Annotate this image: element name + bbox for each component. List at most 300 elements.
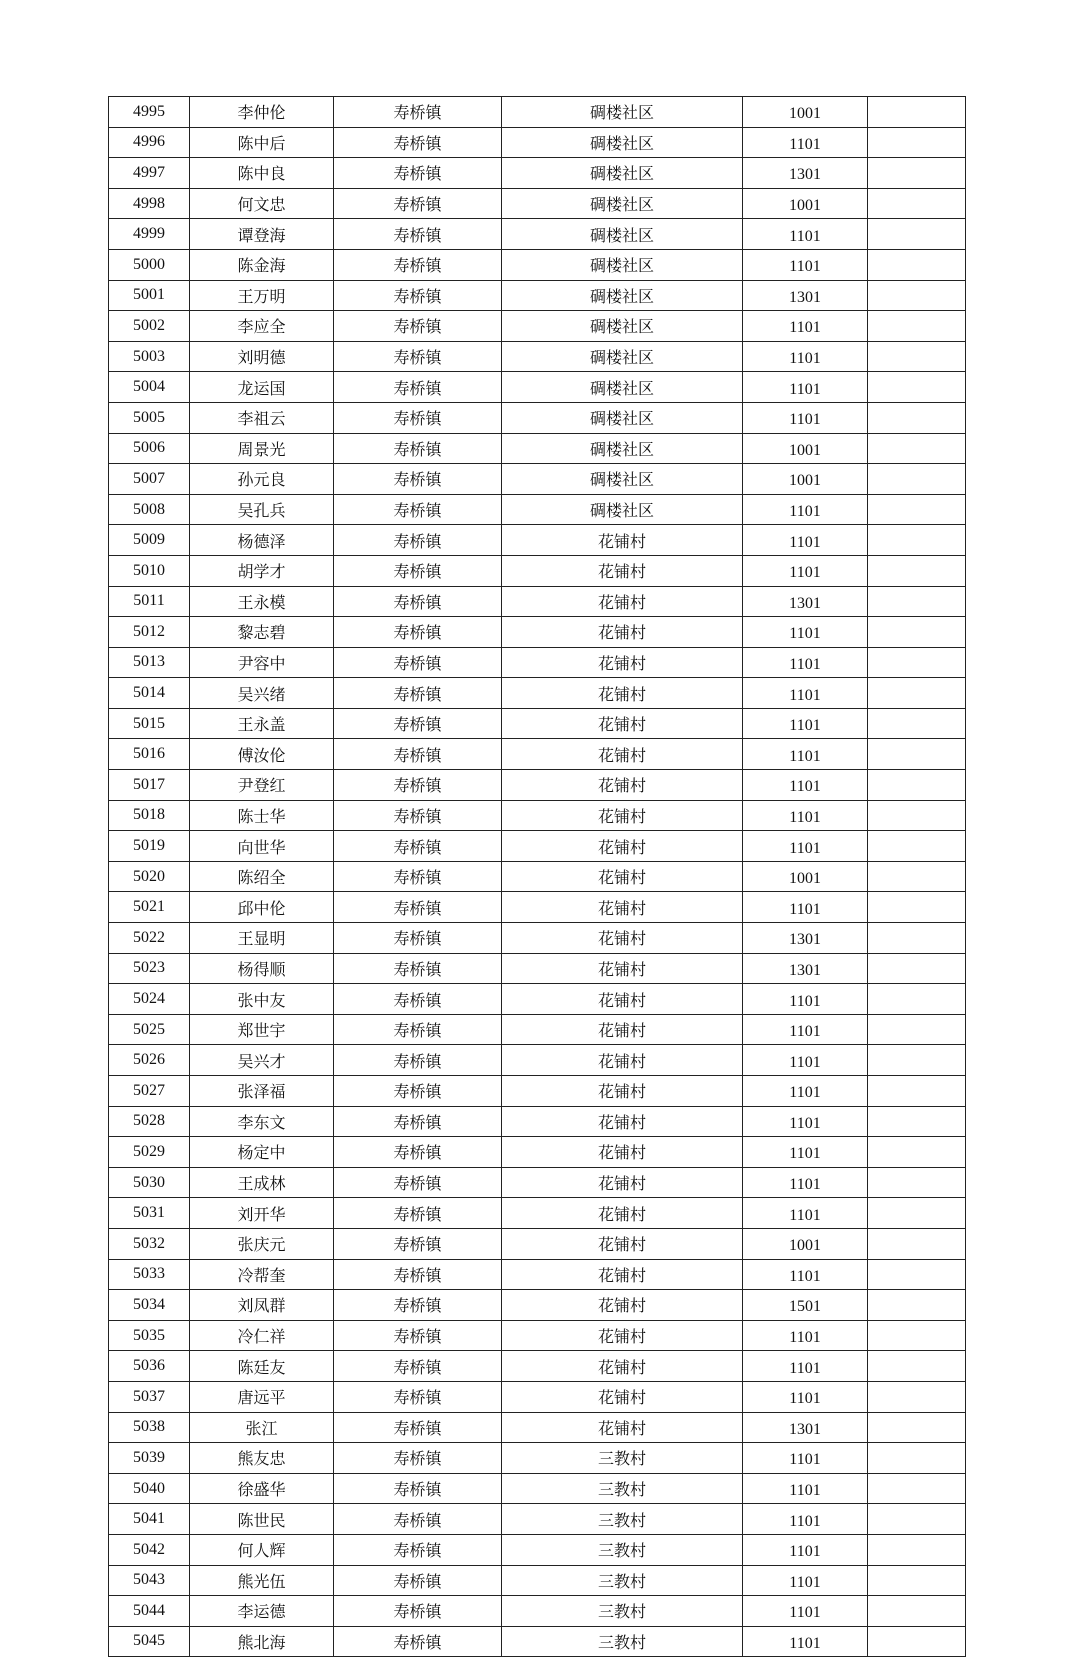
cell-remark [868,1473,966,1504]
cell-town: 寿桥镇 [334,708,502,739]
cell-town: 寿桥镇 [334,1167,502,1198]
cell-remark [868,617,966,648]
cell-village: 三教村 [502,1534,743,1565]
cell-village: 花铺村 [502,525,743,556]
cell-code: 1101 [743,984,868,1015]
cell-code: 1101 [743,1076,868,1107]
cell-code: 1101 [743,1167,868,1198]
table-row [109,1014,966,1045]
cell-village: 花铺村 [502,555,743,586]
cell-serial-number: 5018 [109,800,190,831]
cell-serial-number: 5008 [109,494,190,525]
cell-remark [868,953,966,984]
cell-code: 1001 [743,861,868,892]
cell-town: 寿桥镇 [334,1259,502,1290]
cell-serial-number: 5006 [109,433,190,464]
table-row [109,402,966,433]
table-row [109,831,966,862]
cell-code: 1001 [743,188,868,219]
cell-name: 王万明 [190,280,334,311]
cell-town: 寿桥镇 [334,678,502,709]
table-row [109,1137,966,1168]
cell-name: 吴兴绪 [190,678,334,709]
cell-remark [868,1014,966,1045]
cell-village: 花铺村 [502,1045,743,1076]
cell-code: 1101 [743,494,868,525]
cell-remark [868,311,966,342]
table-row [109,127,966,158]
cell-name: 尹容中 [190,647,334,678]
cell-town: 寿桥镇 [334,1351,502,1382]
cell-serial-number: 4995 [109,97,190,128]
cell-name: 尹登红 [190,770,334,801]
cell-village: 三教村 [502,1565,743,1596]
table-row [109,1045,966,1076]
table-row [109,770,966,801]
cell-serial-number: 5020 [109,861,190,892]
cell-serial-number: 5021 [109,892,190,923]
cell-town: 寿桥镇 [334,464,502,495]
cell-code: 1101 [743,831,868,862]
cell-village: 花铺村 [502,647,743,678]
cell-code: 1101 [743,1351,868,1382]
cell-serial-number: 5039 [109,1443,190,1474]
cell-remark [868,127,966,158]
cell-code: 1101 [743,708,868,739]
table-row [109,188,966,219]
cell-town: 寿桥镇 [334,831,502,862]
cell-village: 花铺村 [502,1228,743,1259]
cell-village: 三教村 [502,1504,743,1535]
cell-village: 三教村 [502,1443,743,1474]
cell-name: 李运德 [190,1596,334,1627]
cell-village: 花铺村 [502,1167,743,1198]
cell-remark [868,341,966,372]
cell-serial-number: 4998 [109,188,190,219]
cell-village: 花铺村 [502,1320,743,1351]
cell-code: 1001 [743,1228,868,1259]
cell-name: 陈金海 [190,249,334,280]
cell-name: 孙元良 [190,464,334,495]
cell-name: 胡学才 [190,555,334,586]
cell-town: 寿桥镇 [334,1504,502,1535]
cell-name: 张庆元 [190,1228,334,1259]
table-row [109,1596,966,1627]
cell-village: 花铺村 [502,1106,743,1137]
cell-village: 花铺村 [502,586,743,617]
cell-remark [868,861,966,892]
cell-remark [868,831,966,862]
cell-code: 1101 [743,249,868,280]
cell-name: 吴兴才 [190,1045,334,1076]
table-row [109,1443,966,1474]
cell-remark [868,800,966,831]
cell-town: 寿桥镇 [334,555,502,586]
cell-remark [868,1045,966,1076]
table-row [109,525,966,556]
cell-remark [868,1443,966,1474]
cell-town: 寿桥镇 [334,1228,502,1259]
cell-name: 杨定中 [190,1137,334,1168]
cell-village: 花铺村 [502,678,743,709]
cell-town: 寿桥镇 [334,892,502,923]
cell-code: 1101 [743,617,868,648]
cell-code: 1101 [743,341,868,372]
cell-name: 冷帮奎 [190,1259,334,1290]
cell-code: 1101 [743,1504,868,1535]
cell-remark [868,586,966,617]
cell-name: 周景光 [190,433,334,464]
cell-name: 王永盖 [190,708,334,739]
table-row [109,586,966,617]
cell-name: 熊友忠 [190,1443,334,1474]
cell-code: 1101 [743,1014,868,1045]
cell-name: 傅汝伦 [190,739,334,770]
cell-remark [868,555,966,586]
cell-serial-number: 5028 [109,1106,190,1137]
cell-remark [868,647,966,678]
table-row [109,97,966,128]
table-row [109,984,966,1015]
cell-name: 吴孔兵 [190,494,334,525]
cell-remark [868,1412,966,1443]
cell-town: 寿桥镇 [334,1534,502,1565]
table-row [109,433,966,464]
cell-name: 冷仁祥 [190,1320,334,1351]
table-row [109,800,966,831]
cell-serial-number: 4996 [109,127,190,158]
table-row [109,372,966,403]
cell-serial-number: 5032 [109,1228,190,1259]
cell-town: 寿桥镇 [334,158,502,189]
cell-remark [868,892,966,923]
cell-serial-number: 5025 [109,1014,190,1045]
cell-name: 唐远平 [190,1381,334,1412]
cell-town: 寿桥镇 [334,525,502,556]
cell-name: 向世华 [190,831,334,862]
cell-serial-number: 5027 [109,1076,190,1107]
cell-name: 陈廷友 [190,1351,334,1382]
roster-table-body [109,97,966,1657]
cell-town: 寿桥镇 [334,433,502,464]
cell-town: 寿桥镇 [334,188,502,219]
cell-code: 1101 [743,555,868,586]
cell-remark [868,1381,966,1412]
cell-code: 1101 [743,525,868,556]
cell-code: 1101 [743,372,868,403]
cell-remark [868,372,966,403]
cell-serial-number: 5013 [109,647,190,678]
cell-code: 1301 [743,923,868,954]
cell-name: 徐盛华 [190,1473,334,1504]
cell-code: 1101 [743,1596,868,1627]
cell-code: 1101 [743,1565,868,1596]
cell-town: 寿桥镇 [334,1626,502,1657]
table-row [109,341,966,372]
table-row [109,739,966,770]
table-row [109,1106,966,1137]
cell-remark [868,1228,966,1259]
cell-serial-number: 5003 [109,341,190,372]
table-row [109,1167,966,1198]
cell-village: 碉楼社区 [502,433,743,464]
cell-village: 碉楼社区 [502,311,743,342]
cell-village: 花铺村 [502,1137,743,1168]
cell-town: 寿桥镇 [334,1106,502,1137]
cell-code: 1501 [743,1290,868,1321]
cell-name: 陈中良 [190,158,334,189]
cell-village: 碉楼社区 [502,494,743,525]
cell-remark [868,984,966,1015]
table-row [109,1351,966,1382]
cell-village: 花铺村 [502,1290,743,1321]
cell-code: 1101 [743,1106,868,1137]
cell-serial-number: 5035 [109,1320,190,1351]
cell-town: 寿桥镇 [334,1045,502,1076]
cell-name: 陈绍全 [190,861,334,892]
cell-remark [868,1565,966,1596]
cell-name: 张中友 [190,984,334,1015]
cell-code: 1101 [743,1443,868,1474]
cell-code: 1101 [743,647,868,678]
cell-remark [868,158,966,189]
cell-name: 熊光伍 [190,1565,334,1596]
cell-remark [868,1534,966,1565]
cell-name: 龙运国 [190,372,334,403]
cell-remark [868,1106,966,1137]
cell-town: 寿桥镇 [334,923,502,954]
cell-town: 寿桥镇 [334,1137,502,1168]
cell-serial-number: 5042 [109,1534,190,1565]
cell-remark [868,1259,966,1290]
table-row [109,923,966,954]
cell-serial-number: 5000 [109,249,190,280]
cell-serial-number: 5041 [109,1504,190,1535]
roster-table [108,96,966,1657]
table-row [109,647,966,678]
table-row [109,1565,966,1596]
cell-name: 王永模 [190,586,334,617]
cell-town: 寿桥镇 [334,1412,502,1443]
table-row [109,861,966,892]
table-row [109,219,966,250]
cell-serial-number: 5034 [109,1290,190,1321]
cell-town: 寿桥镇 [334,953,502,984]
cell-name: 刘明德 [190,341,334,372]
cell-village: 碉楼社区 [502,402,743,433]
cell-code: 1101 [743,311,868,342]
cell-remark [868,923,966,954]
cell-name: 刘凤群 [190,1290,334,1321]
cell-name: 张泽福 [190,1076,334,1107]
cell-name: 张江 [190,1412,334,1443]
cell-name: 何文忠 [190,188,334,219]
cell-village: 花铺村 [502,1381,743,1412]
cell-village: 花铺村 [502,1076,743,1107]
cell-remark [868,1076,966,1107]
cell-remark [868,1290,966,1321]
cell-remark [868,280,966,311]
cell-code: 1101 [743,1045,868,1076]
cell-serial-number: 5024 [109,984,190,1015]
cell-serial-number: 5005 [109,402,190,433]
table-row [109,249,966,280]
cell-code: 1101 [743,770,868,801]
table-row [109,678,966,709]
table-row [109,1626,966,1657]
table-row [109,1534,966,1565]
cell-village: 花铺村 [502,1351,743,1382]
cell-town: 寿桥镇 [334,249,502,280]
cell-serial-number: 5010 [109,555,190,586]
table-row [109,1076,966,1107]
cell-remark [868,1596,966,1627]
cell-village: 碉楼社区 [502,158,743,189]
cell-serial-number: 5019 [109,831,190,862]
cell-code: 1101 [743,219,868,250]
table-row [109,311,966,342]
cell-name: 陈世民 [190,1504,334,1535]
cell-name: 王显明 [190,923,334,954]
cell-code: 1101 [743,1137,868,1168]
cell-town: 寿桥镇 [334,1596,502,1627]
cell-town: 寿桥镇 [334,984,502,1015]
cell-serial-number: 5045 [109,1626,190,1657]
table-row [109,1412,966,1443]
cell-name: 李祖云 [190,402,334,433]
cell-village: 碉楼社区 [502,188,743,219]
cell-serial-number: 5002 [109,311,190,342]
cell-town: 寿桥镇 [334,127,502,158]
cell-serial-number: 5033 [109,1259,190,1290]
cell-town: 寿桥镇 [334,1473,502,1504]
cell-village: 花铺村 [502,1259,743,1290]
cell-serial-number: 5029 [109,1137,190,1168]
cell-village: 花铺村 [502,739,743,770]
cell-remark [868,770,966,801]
cell-name: 刘开华 [190,1198,334,1229]
cell-serial-number: 5007 [109,464,190,495]
table-row [109,464,966,495]
cell-town: 寿桥镇 [334,739,502,770]
cell-remark [868,1351,966,1382]
cell-town: 寿桥镇 [334,770,502,801]
cell-name: 黎志碧 [190,617,334,648]
cell-remark [868,97,966,128]
cell-remark [868,188,966,219]
cell-remark [868,708,966,739]
cell-town: 寿桥镇 [334,1076,502,1107]
cell-town: 寿桥镇 [334,1014,502,1045]
cell-village: 花铺村 [502,708,743,739]
cell-serial-number: 5023 [109,953,190,984]
cell-remark [868,678,966,709]
cell-name: 杨德泽 [190,525,334,556]
cell-village: 碉楼社区 [502,127,743,158]
cell-village: 花铺村 [502,831,743,862]
cell-code: 1101 [743,1320,868,1351]
table-row [109,953,966,984]
cell-name: 李仲伦 [190,97,334,128]
cell-village: 碉楼社区 [502,280,743,311]
cell-town: 寿桥镇 [334,861,502,892]
cell-name: 杨得顺 [190,953,334,984]
cell-town: 寿桥镇 [334,1198,502,1229]
table-row [109,1473,966,1504]
cell-serial-number: 5026 [109,1045,190,1076]
table-row [109,280,966,311]
cell-village: 花铺村 [502,923,743,954]
cell-town: 寿桥镇 [334,1565,502,1596]
cell-serial-number: 5004 [109,372,190,403]
cell-code: 1101 [743,127,868,158]
cell-village: 碉楼社区 [502,372,743,403]
cell-serial-number: 5043 [109,1565,190,1596]
cell-remark [868,1167,966,1198]
cell-name: 熊北海 [190,1626,334,1657]
cell-remark [868,249,966,280]
cell-remark [868,464,966,495]
cell-village: 碉楼社区 [502,219,743,250]
cell-village: 碉楼社区 [502,97,743,128]
table-row [109,555,966,586]
cell-name: 陈中后 [190,127,334,158]
table-row [109,617,966,648]
table-row [109,708,966,739]
cell-town: 寿桥镇 [334,311,502,342]
table-row [109,1290,966,1321]
cell-village: 花铺村 [502,770,743,801]
cell-name: 王成林 [190,1167,334,1198]
cell-serial-number: 4997 [109,158,190,189]
cell-village: 三教村 [502,1626,743,1657]
cell-serial-number: 5014 [109,678,190,709]
cell-village: 花铺村 [502,861,743,892]
cell-serial-number: 5009 [109,525,190,556]
cell-code: 1001 [743,464,868,495]
cell-serial-number: 5031 [109,1198,190,1229]
cell-village: 花铺村 [502,984,743,1015]
cell-serial-number: 5022 [109,923,190,954]
cell-serial-number: 5001 [109,280,190,311]
cell-remark [868,219,966,250]
cell-village: 花铺村 [502,617,743,648]
cell-code: 1101 [743,678,868,709]
table-row [109,1198,966,1229]
cell-code: 1301 [743,280,868,311]
cell-serial-number: 5017 [109,770,190,801]
cell-village: 碉楼社区 [502,249,743,280]
cell-town: 寿桥镇 [334,1443,502,1474]
cell-village: 花铺村 [502,1198,743,1229]
cell-code: 1101 [743,1473,868,1504]
cell-serial-number: 4999 [109,219,190,250]
cell-code: 1101 [743,1626,868,1657]
cell-code: 1101 [743,739,868,770]
cell-code: 1101 [743,1534,868,1565]
cell-town: 寿桥镇 [334,647,502,678]
table-row [109,1320,966,1351]
cell-code: 1101 [743,892,868,923]
cell-remark [868,433,966,464]
cell-town: 寿桥镇 [334,617,502,648]
cell-serial-number: 5030 [109,1167,190,1198]
cell-village: 花铺村 [502,892,743,923]
cell-village: 碉楼社区 [502,464,743,495]
cell-remark [868,1504,966,1535]
cell-code: 1101 [743,1259,868,1290]
table-row [109,1381,966,1412]
